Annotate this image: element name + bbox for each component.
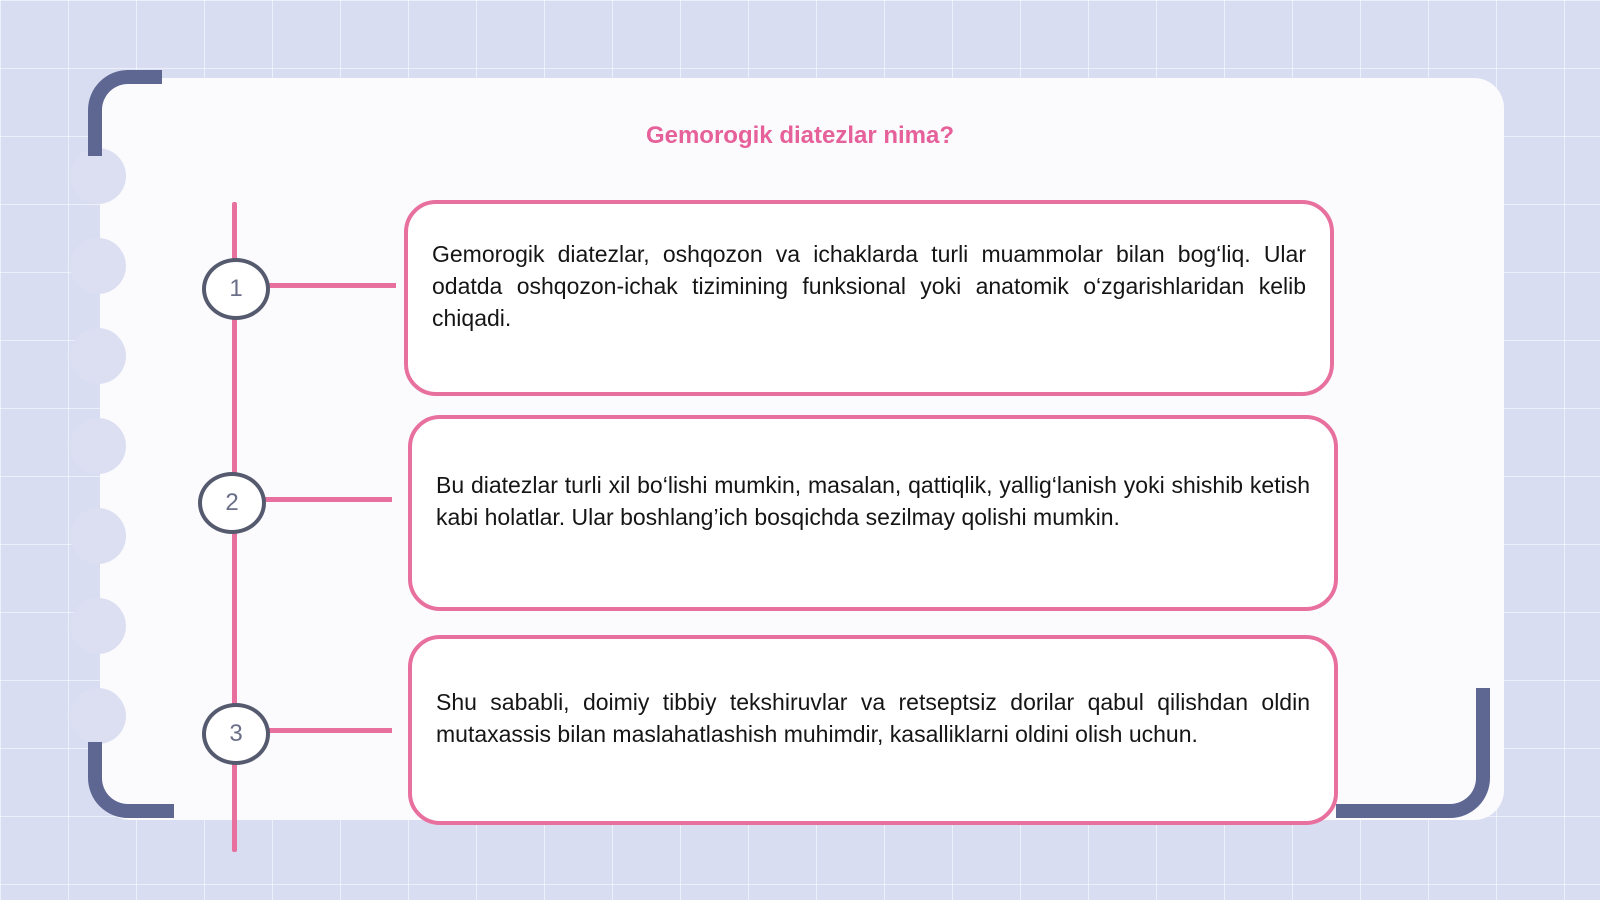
step-number: 3 xyxy=(229,720,243,747)
card-edge-notch xyxy=(70,688,126,744)
card-edge-notch xyxy=(70,238,126,294)
step-text: Bu diatezlar turli xil bo‘lishi mumkin, masalan, qattiqlik, yallig‘lanish yoki shishib ketish kabi holatlar. Ular boshlang’ich bosqichda sezilmay qolishi mumkin. xyxy=(436,472,1310,530)
card-edge-notch xyxy=(70,508,126,564)
step-number-circle xyxy=(198,472,266,534)
timeline-connector xyxy=(266,728,392,733)
card-edge-notch xyxy=(70,148,126,204)
step-number-circle xyxy=(202,258,270,320)
frame-corner-bottom-left xyxy=(88,742,174,818)
card-edge-notch xyxy=(70,328,126,384)
frame-corner-bottom-right xyxy=(1336,688,1490,818)
step-text: Gemorogik diatezlar, oshqozon va ichaklarda turli muammolar bilan bog‘liq. Ular odatda oshqozon-ichak tizimining funksional yoki anatomik o‘zgarishlaridan kelib chiqadi. xyxy=(432,241,1306,331)
step-number-circle xyxy=(202,703,270,765)
timeline-connector xyxy=(266,283,396,288)
step-box xyxy=(408,635,1338,825)
card-edge-notch xyxy=(70,598,126,654)
card-edge-notch xyxy=(70,418,126,474)
step-number: 1 xyxy=(229,275,243,302)
timeline-connector xyxy=(262,497,392,502)
step-text: Shu sababli, doimiy tibbiy tekshiruvlar va retseptsiz dorilar qabul qilishdan oldin mutaxassis bilan maslahatlashish muhimdir, kasalliklarni oldini olish uchun. xyxy=(436,689,1310,747)
step-box xyxy=(404,200,1334,396)
step-box xyxy=(408,415,1338,611)
step-number: 2 xyxy=(225,489,239,516)
slide-title: Gemorogik diatezlar nima? xyxy=(645,122,955,149)
